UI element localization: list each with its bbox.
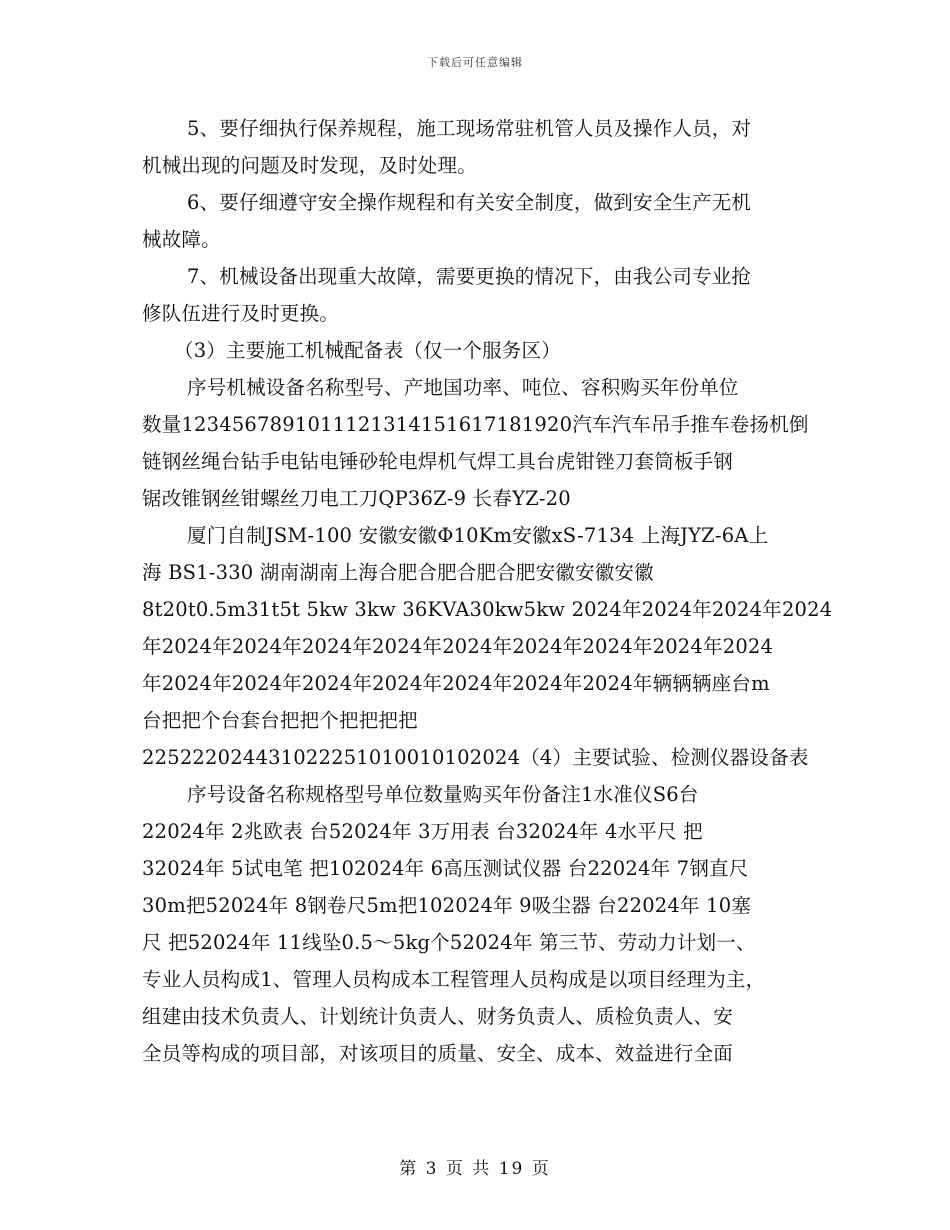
paragraph-line: 机械出现的问题及时发现，及时处理。 <box>142 154 477 177</box>
paragraph-line: 尺 把52024年 11线坠0.5～5kg个52024年 第三节、劳动力计划一、 <box>142 931 756 954</box>
paragraph-line: 年2024年2024年2024年2024年2024年2024年2024年辆辆辆座台m <box>142 672 770 695</box>
paragraph-line: 链钢丝绳台钻手电钻电锤砂轮电焊机气焊工具台虎钳锉刀套筒板手钢 <box>142 450 734 473</box>
paragraph-line: 海 BS1-330 湖南湖南上海合肥合肥合肥合肥安徽安徽安徽 <box>142 561 654 584</box>
paragraph-line: 32024年 5试电笔 把102024年 6高压测试仪器 台22024年 7钢直尺 <box>142 857 749 880</box>
paragraph-line: 序号设备名称规格型号单位数量购买年份备注1水准仪S6台 <box>187 783 699 806</box>
paragraph-line: 数量1234567891011121314151617181920汽车汽车吊手推车卷扬机倒 <box>142 413 809 436</box>
paragraph-line: 全员等构成的项目部，对该项目的质量、安全、成本、效益进行全面 <box>142 1042 734 1065</box>
paragraph-line: 年2024年2024年2024年2024年2024年2024年2024年2024年2024 <box>142 635 774 658</box>
paragraph-line: 6、要仔细遵守安全操作规程和有关安全制度，做到安全生产无机 <box>187 191 752 214</box>
paragraph-line: 锯改锥钢丝钳螺丝刀电工刀QP36Z-9 长春YZ-20 <box>142 487 571 510</box>
paragraph-line: 7、机械设备出现重大故障，需要更换的情况下，由我公司专业抢 <box>187 265 752 288</box>
paragraph-line: 2252220244310222510100101020​24（4）主要试验、检测仪器设备表 <box>142 746 809 769</box>
paragraph-line: 序号机械设备名称型号、产地国功率、吨位、容积购买年份单位 <box>187 376 739 399</box>
paragraph-line: 22024年 2兆欧表 台52024年 3万用表 台32024年 4水平尺 把 <box>142 820 703 843</box>
paragraph-line: 修队伍进行及时更换。 <box>142 302 340 325</box>
paragraph-line: 5、要仔细执行保养规程，施工现场常驻机管人员及操作人员，对 <box>187 117 752 140</box>
paragraph-line: 台把把个台套台把把个把把把把 <box>142 709 418 732</box>
paragraph-line: 械故障。 <box>142 228 221 251</box>
paragraph-line: 厦门自制JSM-100 安徽安徽Φ10Km安徽xS-7134 上海JYZ-6A上 <box>187 524 769 547</box>
paragraph-line: 专业人员构成1、管理人员构成本工程管理人员构成是以项目经理为主， <box>142 968 766 991</box>
page-number-footer: 第 3 页 共 19 页 <box>399 1159 551 1179</box>
paragraph-line: 8t20t0.5m31t5t 5kw 3kw 36KVA30kw5kw 2024年2024年2024年2024 <box>142 598 833 621</box>
document-body <box>142 110 833 1072</box>
section-heading: （3）主要施工机械配备表（仅一个服务区） <box>174 339 561 362</box>
paragraph-line: 30m把52024年 8钢卷尺5m把102024年 9吸尘器 台22024年 10塞 <box>142 894 752 917</box>
paragraph-line: 组建由技术负责人、计划统计负责人、财务负责人、质检负责人、安 <box>142 1005 734 1028</box>
page-header-note: 下载后可任意编辑 <box>427 56 523 69</box>
